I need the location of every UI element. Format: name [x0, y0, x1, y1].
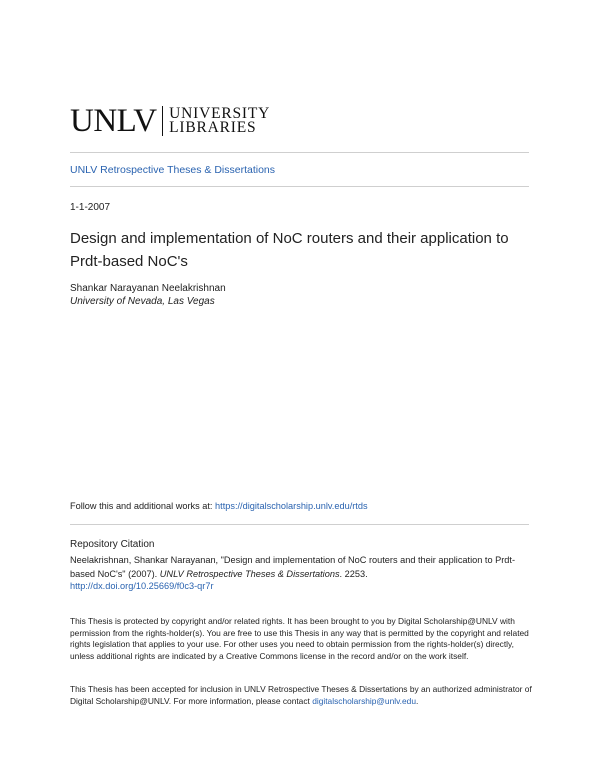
acceptance-end: . — [415, 695, 419, 706]
acceptance-text: This Thesis has been accepted for inclusion in UNLV Retrospective Theses & Dissertations by an authorized administrator of Digital Scholarship@UNLV. For more information, please contact — [70, 684, 532, 706]
rights-statement: This Thesis is protected by copyright and/or related rights. It has been brought to you by Digital Scholarship@UNLV with permission from the rights-holder(s). You are free to use this Thesis in any way that is permitted by the copyright and related rights legislation that applies to your use. For other uses you need to obtain permission from the rights-holder(s) directly, unless additional rights are indicated by a Creative Commons license in the record and/or on the work itself. — [70, 616, 529, 661]
unlv-libraries-logo — [70, 104, 270, 138]
author-affiliation: University of Nevada, Las Vegas — [70, 296, 215, 307]
publication-date: 1-1-2007 — [70, 202, 111, 213]
logo-divider — [162, 106, 164, 136]
document-title: Design and implementation of NoC routers and their application to Prdt-based NoC's — [70, 230, 509, 270]
logo-mark: UNLV — [70, 102, 157, 139]
divider-top — [70, 152, 529, 153]
logo-words — [169, 107, 270, 135]
citation-heading: Repository Citation — [70, 539, 155, 550]
series-link[interactable]: UNLV Retrospective Theses & Dissertations — [70, 164, 276, 176]
divider-citation — [70, 524, 529, 525]
citation-text — [70, 553, 540, 581]
citation-body: Neelakrishnan, Shankar Narayanan, "Design and implementation of NoC routers and their application to Prdt-based NoC's" (2007). — [70, 555, 516, 579]
logo-line-2: LIBRARIES — [169, 119, 257, 136]
acceptance-statement — [70, 684, 540, 707]
contact-email-link[interactable]: digitalscholarship@unlv.edu — [312, 695, 416, 706]
follow-line — [70, 501, 368, 511]
collection-link[interactable]: https://digitalscholarship.unlv.edu/rtds — [215, 501, 368, 511]
logo-line-1: UNIVERSITY — [169, 105, 271, 122]
citation-series: UNLV Retrospective Theses & Dissertations — [159, 569, 340, 579]
citation-number: . 2253. — [339, 569, 368, 579]
doi-link[interactable]: http://dx.doi.org/10.25669/f0c3-qr7r — [70, 581, 214, 591]
divider-series — [70, 186, 529, 187]
author-name: Shankar Narayanan Neelakrishnan — [70, 283, 226, 294]
follow-prefix: Follow this and additional works at: — [70, 501, 216, 511]
